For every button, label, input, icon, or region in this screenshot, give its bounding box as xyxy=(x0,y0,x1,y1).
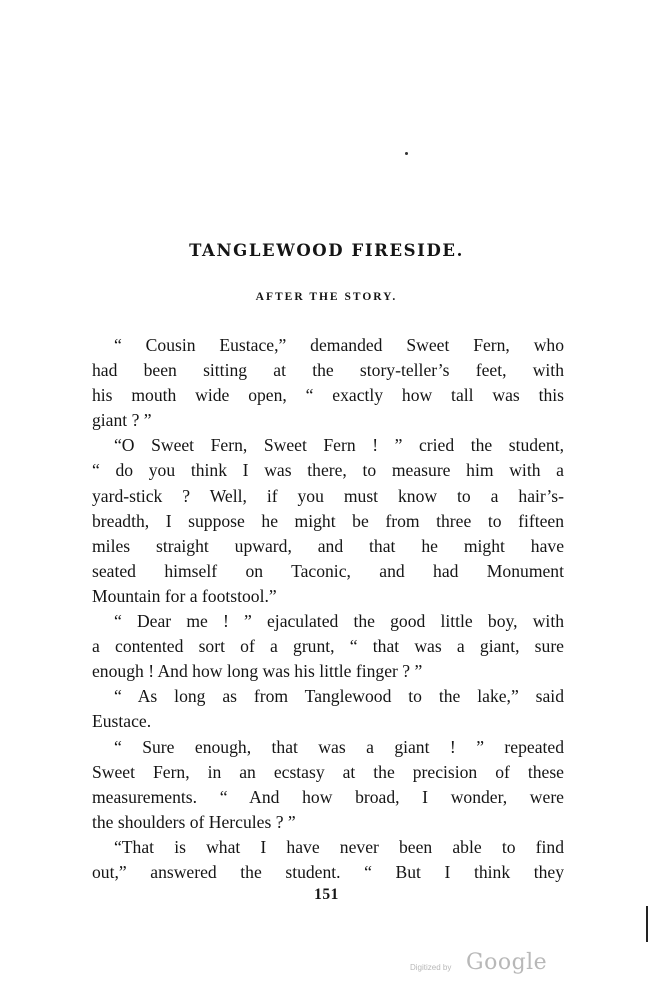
text-line: yard-stick ? Well, if you must know to a hair’s- xyxy=(92,485,564,506)
chapter-title: TANGLEWOOD FIRESIDE. xyxy=(189,241,464,260)
ink-speck xyxy=(405,152,408,155)
text-line: giant ? ” xyxy=(92,410,152,431)
text-line: out,” answered the student. “ But I think they xyxy=(92,861,564,882)
watermark-label: Digitized by xyxy=(410,963,452,972)
text-line: measurements. “ And how broad, I wonder, were xyxy=(92,786,564,807)
text-line: “ Dear me ! ” ejaculated the good little boy, with xyxy=(114,611,564,632)
text-line: “ Cousin Eustace,” demanded Sweet Fern, who xyxy=(114,335,564,355)
text-line: enough ! And how long was his little finger ? ” xyxy=(92,661,423,682)
text-line: the shoulders of Hercules ? ” xyxy=(92,811,296,832)
page-number: 151 xyxy=(314,886,339,903)
text-line: had been sitting at the story-teller’s feet, with xyxy=(92,360,564,381)
text-line: seated himself on Taconic, and had Monument xyxy=(92,560,564,581)
google-logo: Google xyxy=(466,950,548,975)
text-line: “ As long as from Tanglewood to the lake,” said xyxy=(114,686,564,707)
text-line: his mouth wide open, “ exactly how tall was this xyxy=(92,385,564,406)
section-subtitle: AFTER THE STORY. xyxy=(255,291,398,303)
text-line: a contented sort of a grunt, “ that was a giant, sure xyxy=(92,636,564,657)
text-line: breadth, I suppose he might be from three to fifteen xyxy=(92,510,564,531)
text-line: Mountain for a footstool.” xyxy=(92,585,277,606)
text-line: “O Sweet Fern, Sweet Fern ! ” cried the student, xyxy=(114,435,564,456)
digitized-watermark xyxy=(410,950,550,980)
scan-edge-mark xyxy=(646,906,648,942)
text-line: miles straight upward, and that he might have xyxy=(92,535,564,556)
body-text xyxy=(92,333,564,885)
text-line: “That is what I have never been able to find xyxy=(114,836,564,857)
text-line: “ Sure enough, that was a giant ! ” repeated xyxy=(114,736,564,757)
text-line: “ do you think I was there, to measure him with a xyxy=(92,460,564,481)
text-line: Eustace. xyxy=(92,711,152,732)
text-line: Sweet Fern, in an ecstasy at the precision of these xyxy=(92,761,564,782)
